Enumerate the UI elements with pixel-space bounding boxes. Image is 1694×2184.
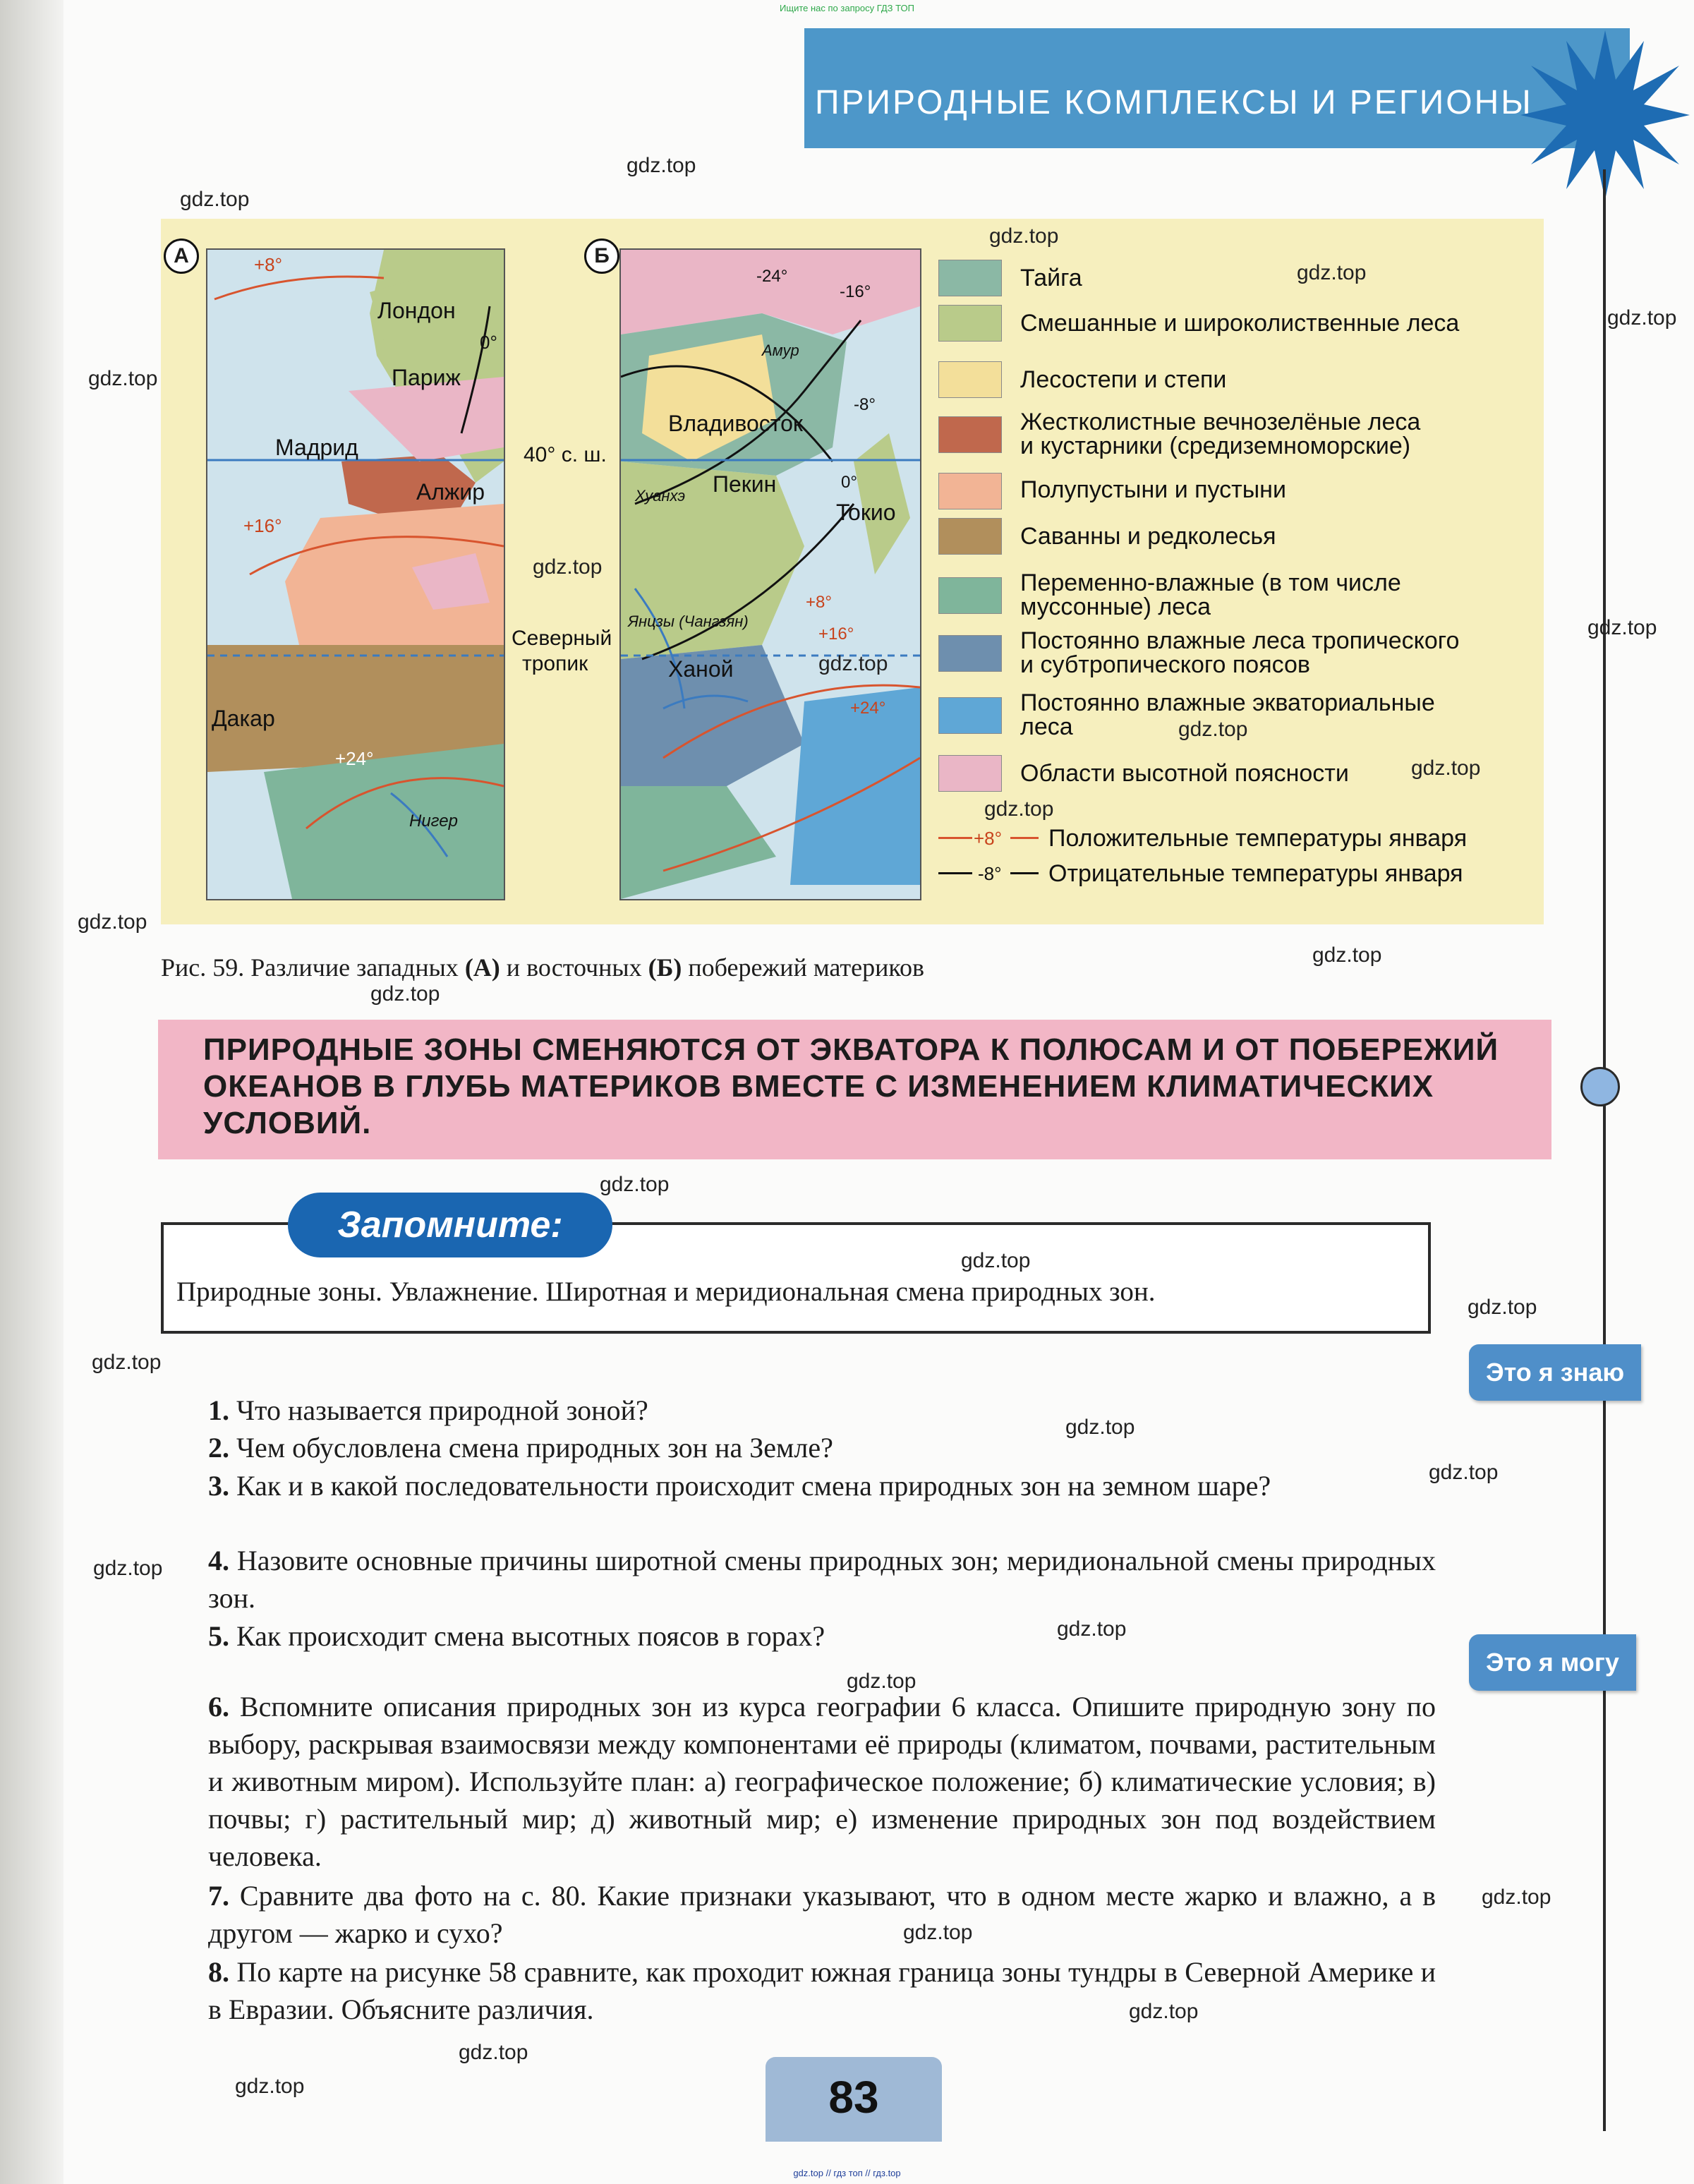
question-item [208, 1953, 1436, 2028]
watermark: gdz.top [1429, 1461, 1499, 1484]
isotherm-label: +24° [850, 699, 886, 718]
watermark: gdz.top [92, 1351, 162, 1374]
bottom-note: gdz.top // гдз топ // гдз.top [793, 2168, 901, 2178]
isotherm-label: 0° [480, 332, 497, 353]
badge-this-i-know: Это я знаю [1469, 1344, 1641, 1401]
isotherm-label: +24° [335, 748, 374, 769]
question-number: 6. [208, 1691, 229, 1723]
question-number: 8. [208, 1956, 229, 1988]
isotherm-label: +8° [254, 254, 283, 275]
figure-caption [161, 953, 924, 982]
isotherm-label: -8° [854, 395, 876, 414]
city-label: Париж [392, 365, 461, 390]
question-text: Назовите основные причины широтной смены природных зон; меридиональной смены природных зон. [208, 1545, 1436, 1614]
legend-label: Саванны и редколесья [1020, 523, 1276, 550]
watermark: gdz.top [600, 1173, 670, 1196]
city-label: Дакар [212, 706, 275, 731]
legend-label: и субтропического поясов [1020, 651, 1310, 678]
watermark: gdz.top [903, 1921, 973, 1944]
river-label: Амур [762, 342, 799, 359]
question-item [208, 1467, 1436, 1504]
question-number: 3. [208, 1470, 229, 1502]
watermark: gdz.top [180, 188, 250, 211]
legend-swatch [938, 361, 1002, 398]
remember-title: Запомните: [288, 1193, 612, 1257]
legend-line-negative [1010, 872, 1039, 874]
caption-b: (Б) [648, 953, 682, 982]
map-a-west-coast [206, 248, 505, 900]
city-label: Ханой [668, 656, 734, 682]
map-a-badge: А [164, 239, 199, 274]
legend-line-negative [938, 872, 972, 874]
page-number: 83 [828, 2072, 879, 2123]
caption-text: и восточных [500, 953, 648, 982]
book-spine-shadow [0, 0, 63, 2184]
river-label: Хуанхэ [635, 487, 686, 505]
city-label: Пекин [713, 471, 777, 497]
legend-label: Смешанные и широколиственные леса [1020, 310, 1460, 337]
watermark: gdz.top [1468, 1296, 1537, 1319]
caption-a: (А) [464, 953, 500, 982]
legend-swatch [938, 305, 1002, 342]
city-label: Алжир [416, 479, 485, 505]
legend-label: Положительные температуры января [1048, 825, 1468, 852]
river-label: Нигер [409, 812, 458, 831]
isotherm-label: -16° [840, 282, 871, 301]
question-item [208, 1392, 1436, 1429]
legend-swatch [938, 416, 1002, 453]
legend-swatch [938, 473, 1002, 509]
question-item [208, 1429, 1436, 1466]
legend-label: Постоянно влажные экваториальные [1020, 689, 1435, 716]
badge-this-i-can: Это я могу [1469, 1634, 1636, 1691]
question-text: Сравните два фото на с. 80. Какие признаки указывают, что в одном месте жарко и влажно, а в другом — жарко и сухо? [208, 1880, 1436, 1949]
watermark: gdz.top [1057, 1617, 1127, 1641]
isotherm-label: 0° [841, 473, 857, 492]
chapter-timeline [1603, 169, 1606, 2131]
legend-label: и кустарники (средиземноморские) [1020, 433, 1411, 459]
watermark: gdz.top [533, 555, 603, 579]
isotherm-label: -24° [756, 267, 788, 286]
question-item [208, 1877, 1436, 1952]
question-item [208, 1542, 1436, 1617]
question-text: Что называется природной зоной? [236, 1394, 648, 1426]
legend-label: Переменно-влажные (в том числе [1020, 569, 1401, 596]
legend-label: Постоянно влажные леса тропического [1020, 627, 1460, 654]
legend-swatch [938, 577, 1002, 614]
tropic-label: тропик [522, 652, 588, 675]
legend-swatch [938, 635, 1002, 672]
watermark: gdz.top [1065, 1416, 1135, 1439]
isotherm-label: +16° [818, 625, 854, 644]
legend-swatch [938, 697, 1002, 734]
question-number: 7. [208, 1880, 229, 1912]
legend-temp-value: +8° [974, 828, 1003, 849]
question-text: Как и в какой последовательности происходит смена природных зон на земном шаре? [236, 1470, 1271, 1502]
section-title: ПРИРОДНЫЕ КОМПЛЕКСЫ И РЕГИОНЫ [815, 84, 1533, 121]
legend-temp-value: -8° [978, 863, 1002, 884]
question-text: По карте на рисунке 58 сравните, как проходит южная граница зоны тундры в Северной Америке и в Евразии. Объясните различия. [208, 1956, 1436, 2025]
legend-label: Лесостепи и степи [1020, 366, 1227, 393]
isotherm-label: +8° [806, 593, 832, 612]
legend-line-positive [938, 837, 972, 839]
legend-swatch [938, 755, 1002, 792]
watermark: gdz.top [78, 910, 147, 934]
watermark: gdz.top [961, 1249, 1031, 1272]
watermark: gdz.top [1411, 756, 1481, 780]
watermark: gdz.top [459, 2041, 528, 2064]
caption-text: побережий материков [682, 953, 925, 982]
watermark: gdz.top [1607, 306, 1677, 330]
isotherm-label: +16° [243, 515, 282, 536]
legend-line-positive [1010, 837, 1039, 839]
watermark: gdz.top [370, 982, 440, 1006]
question-item [208, 1617, 1436, 1655]
legend-label: леса [1020, 713, 1073, 740]
city-label: Владивосток [668, 411, 803, 436]
question-text: Вспомните описания природных зон из курса географии 6 класса. Опишите природную зону по выбору, раскрывая взаимосвязи между компонентами её природы (климатом, почвами, растительным и животным миром). Используйте план: а) географическое положение; б) климатические условия; в) почвы; г) растительный мир; д) животный мир; е) изменение природных зон под воздействием человека. [208, 1691, 1436, 1872]
watermark: gdz.top [1129, 2000, 1199, 2023]
watermark: gdz.top [627, 154, 696, 177]
watermark: gdz.top [818, 652, 888, 675]
question-text: Чем обусловлена смена природных зон на Земле? [236, 1432, 833, 1464]
watermark: gdz.top [1297, 261, 1367, 284]
tropic-label: Северный [512, 627, 612, 650]
question-number: 1. [208, 1394, 229, 1426]
timeline-marker [1580, 1067, 1620, 1106]
legend-label: Отрицательные температуры января [1048, 860, 1463, 887]
watermark: gdz.top [1178, 718, 1248, 741]
river-label: Янцзы (Чангзян) [628, 613, 749, 630]
watermark: gdz.top [93, 1557, 163, 1580]
watermark: gdz.top [1587, 616, 1657, 639]
watermark: gdz.top [984, 797, 1054, 821]
legend-label: Полупустыни и пустыни [1020, 476, 1286, 503]
watermark: gdz.top [1312, 943, 1382, 967]
legend-label: муссонные) леса [1020, 593, 1211, 620]
question-item [208, 1688, 1436, 1875]
latitude-label: 40° с. ш. [524, 443, 607, 466]
legend-swatch [938, 518, 1002, 555]
legend-label: Жестколистные вечнозелёные леса [1020, 409, 1421, 435]
watermark: gdz.top [88, 367, 158, 390]
key-idea-text: ПРИРОДНЫЕ ЗОНЫ СМЕНЯЮТСЯ ОТ ЭКВАТОРА К ПОЛЮСАМ И ОТ ПОБЕРЕЖИЙ ОКЕАНОВ В ГЛУБЬ МАТЕРИКОВ ВМЕСТЕ С ИЗМЕНЕНИЕМ КЛИМАТИЧЕСКИХ УСЛОВИЙ. [203, 1032, 1499, 1140]
watermark: gdz.top [847, 1670, 916, 1693]
watermark: gdz.top [1482, 1886, 1551, 1909]
question-number: 4. [208, 1545, 229, 1576]
legend-label: Области высотной поясности [1020, 760, 1349, 787]
question-number: 5. [208, 1620, 229, 1652]
legend-swatch [938, 260, 1002, 296]
watermark: gdz.top [989, 224, 1059, 248]
question-number: 2. [208, 1432, 229, 1464]
legend-label: Тайга [1020, 265, 1082, 291]
city-label: Токио [836, 500, 896, 525]
top-note: Ищите нас по запросу ГДЗ ТОП [780, 3, 914, 13]
city-label: Лондон [377, 298, 456, 323]
remember-text: Природные зоны. Увлажнение. Широтная и меридиональная смена природных зон. [176, 1277, 1156, 1307]
city-label: Мадрид [275, 435, 358, 460]
question-text: Как происходит смена высотных поясов в горах? [236, 1620, 825, 1652]
map-b-badge: Б [584, 239, 619, 274]
caption-text: Рис. 59. Различие западных [161, 953, 465, 982]
watermark: gdz.top [235, 2075, 305, 2098]
